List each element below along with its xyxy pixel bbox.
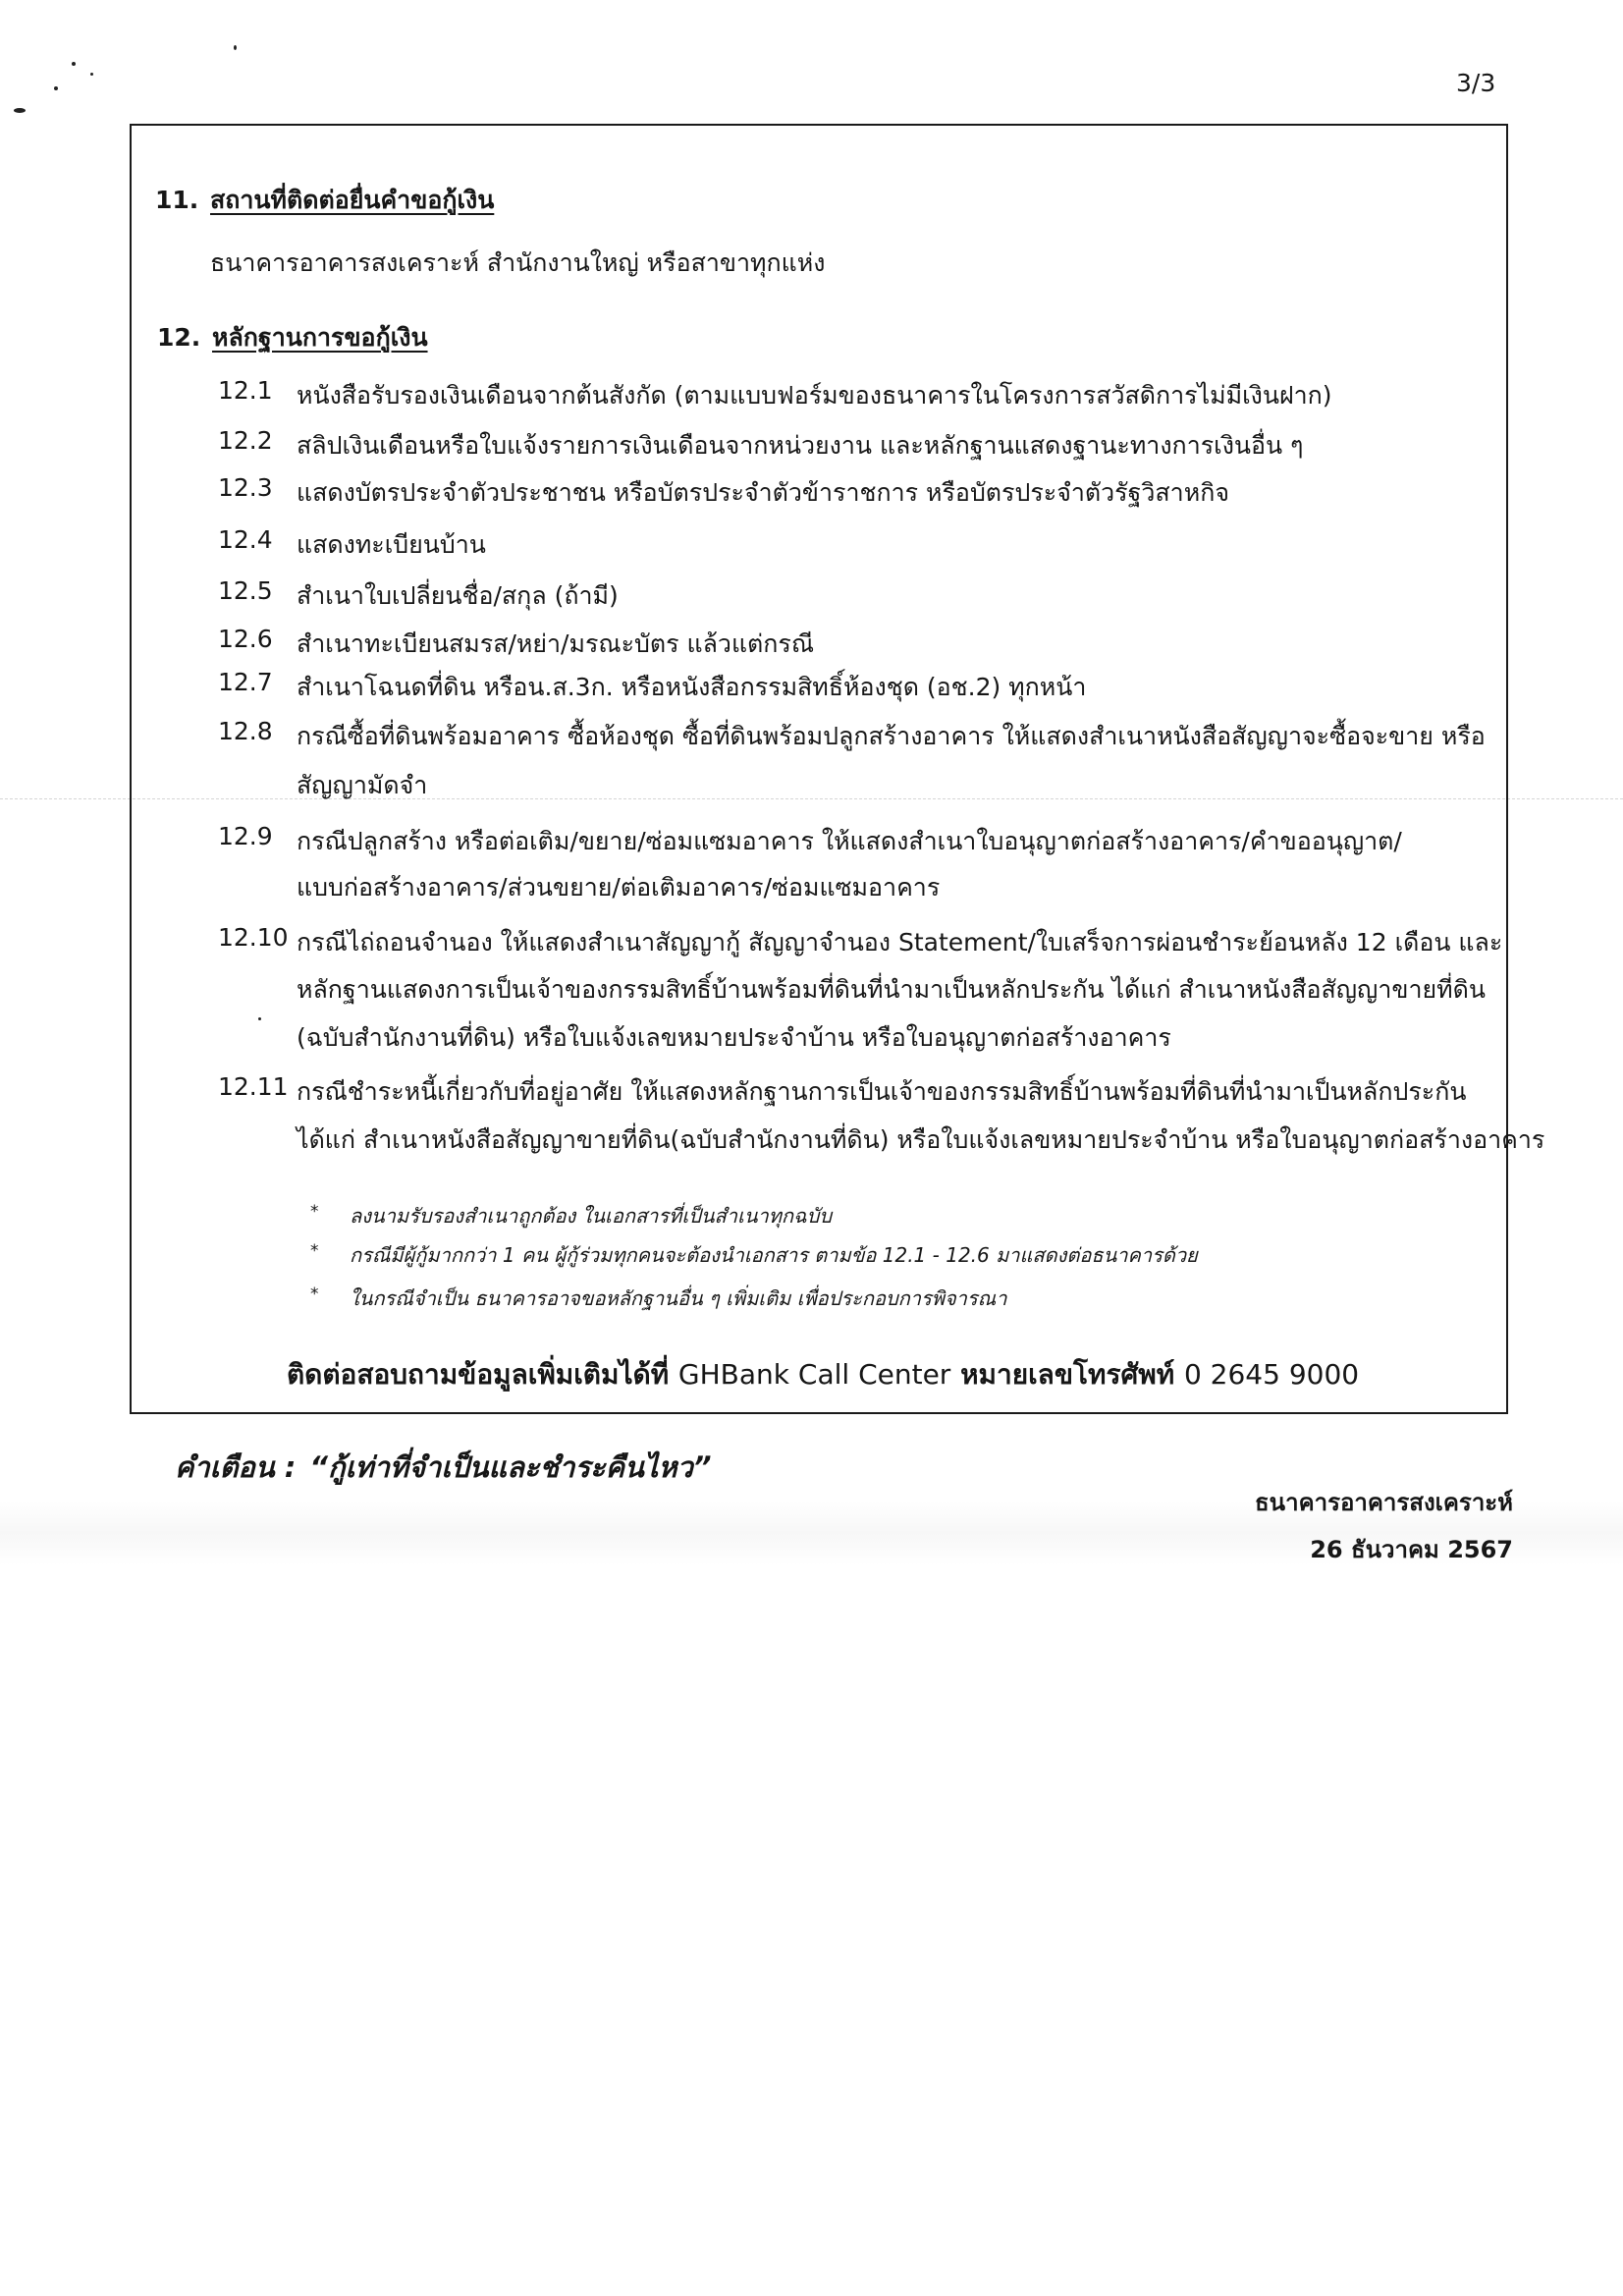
item-text: สำเนาทะเบียนสมรส/หย่า/มรณะบัตร แล้วแต่กรณี xyxy=(297,629,815,658)
item-number: 12.8 xyxy=(218,717,273,745)
contact-line xyxy=(287,1353,1359,1396)
scan-speck xyxy=(90,73,93,76)
item-text-continued: หลักฐานแสดงการเป็นเจ้าของกรรมสิทธิ์บ้านพร้อมที่ดินที่นำมาเป็นหลักประกัน ได้แก่ สำเนาหนังสือสัญญาขายที่ดิน xyxy=(297,975,1486,1004)
call-center-name: GHBank Call Center xyxy=(677,1358,951,1391)
phone-label: หมายเลขโทรศัพท์ xyxy=(960,1358,1175,1391)
item-number: 12.1 xyxy=(218,376,273,405)
issuer-block xyxy=(1255,1483,1513,1577)
warning-text: “กู้เท่าที่จำเป็นและชำระคืนไหว” xyxy=(309,1450,712,1484)
page-number: 3/3 xyxy=(1456,69,1496,97)
item-number: 12.3 xyxy=(218,473,273,502)
item-number: 12.2 xyxy=(218,426,273,455)
item-number: 12.9 xyxy=(218,822,273,850)
item-text-continued: (ฉบับสำนักงานที่ดิน) หรือใบแจ้งเลขหมายประจำบ้าน หรือใบอนุญาตก่อสร้างอาคาร xyxy=(297,1023,1171,1052)
scan-speck xyxy=(54,86,58,90)
warning-line xyxy=(175,1445,712,1490)
item-text: สลิปเงินเดือนหรือใบแจ้งรายการเงินเดือนจากหน่วยงาน และหลักฐานแสดงฐานะทางการเงินอื่น ๆ xyxy=(297,431,1304,460)
note-text: ในกรณีจำเป็น ธนาคารอาจขอหลักฐานอื่น ๆ เพิ่มเติม เพื่อประกอบการพิจารณา xyxy=(350,1286,1007,1310)
issuer-name: ธนาคารอาคารสงเคราะห์ xyxy=(1255,1489,1513,1516)
asterisk-icon: * xyxy=(310,1241,319,1261)
asterisk-icon: * xyxy=(310,1202,319,1222)
scan-speck xyxy=(234,45,237,50)
asterisk-icon: * xyxy=(310,1285,319,1304)
item-text: กรณีชำระหนี้เกี่ยวกับที่อยู่อาศัย ให้แสดงหลักฐานการเป็นเจ้าของกรรมสิทธิ์บ้านพร้อมที่ดินที่นำมาเป็นหลักประกัน xyxy=(297,1077,1467,1106)
section-11-heading xyxy=(155,181,494,220)
item-number: 12.7 xyxy=(218,668,273,696)
section-title: หลักฐานการขอกู้เงิน xyxy=(212,323,428,352)
item-number: 12.5 xyxy=(218,576,273,605)
item-text: แสดงบัตรประจำตัวประชาชน หรือบัตรประจำตัวข้าราชการ หรือบัตรประจำตัวรัฐวิสาหกิจ xyxy=(297,478,1229,507)
item-number: 12.11 xyxy=(218,1072,289,1101)
item-number: 12.4 xyxy=(218,525,273,554)
note-text: ลงนามรับรองสำเนาถูกต้อง ในเอกสารที่เป็นสำเนาทุกฉบับ xyxy=(350,1204,833,1228)
section-number: 12. xyxy=(157,323,201,352)
item-text: แสดงทะเบียนบ้าน xyxy=(297,530,486,559)
item-text-continued: สัญญามัดจำ xyxy=(297,771,428,799)
contact-prefix: ติดต่อสอบถามข้อมูลเพิ่มเติมได้ที่ xyxy=(287,1358,670,1391)
section-12-heading xyxy=(157,318,428,357)
section-title: สถานที่ติดต่อยื่นคำขอกู้เงิน xyxy=(210,186,495,214)
scan-speck xyxy=(72,62,76,66)
item-text: สำเนาโฉนดที่ดิน หรือน.ส.3ก. หรือหนังสือกรรมสิทธิ์ห้องชุด (อช.2) ทุกหน้า xyxy=(297,673,1087,701)
item-text: กรณีซื้อที่ดินพร้อมอาคาร ซื้อห้องชุด ซื้อที่ดินพร้อมปลูกสร้างอาคาร ให้แสดงสำเนาหนังสือสัญญาจะซื้อจะขาย หรือ xyxy=(297,722,1486,750)
item-text: สำเนาใบเปลี่ยนชื่อ/สกุล (ถ้ามี) xyxy=(297,581,619,610)
note-text: กรณีมีผู้กู้มากกว่า 1 คน ผู้กู้ร่วมทุกคนจะต้องนำเอกสาร ตามข้อ 12.1 - 12.6 มาแสดงต่อธนาคารด้วย xyxy=(350,1243,1198,1267)
phone-number: 0 2645 9000 xyxy=(1183,1358,1360,1391)
item-text: กรณีไถ่ถอนจำนอง ให้แสดงสำเนาสัญญากู้ สัญญาจำนอง Statement/ใบเสร็จการผ่อนชำระย้อนหลัง 12 เดือน และ xyxy=(297,928,1503,957)
item-number: 12.6 xyxy=(218,625,273,653)
scan-speck xyxy=(14,108,26,113)
item-text: หนังสือรับรองเงินเดือนจากต้นสังกัด (ตามแบบฟอร์มของธนาคารในโครงการสวัสดิการไม่มีเงินฝาก) xyxy=(297,381,1332,410)
issue-date: 26 ธันวาคม 2567 xyxy=(1310,1536,1513,1563)
item-text: กรณีปลูกสร้าง หรือต่อเติม/ขยาย/ซ่อมแซมอาคาร ให้แสดงสำเนาใบอนุญาตก่อสร้างอาคาร/คำขออนุญาต/ xyxy=(297,827,1402,855)
section-11-body: ธนาคารอาคารสงเคราะห์ สำนักงานใหญ่ หรือสาขาทุกแห่ง xyxy=(210,248,826,277)
section-number: 11. xyxy=(155,186,199,214)
warning-label: คำเตือน : xyxy=(175,1450,297,1484)
item-number: 12.10 xyxy=(218,923,289,952)
item-text-continued: ได้แก่ สำเนาหนังสือสัญญาขายที่ดิน(ฉบับสำนักงานที่ดิน) หรือใบแจ้งเลขหมายประจำบ้าน หรือใบอนุญาตก่อสร้างอาคาร xyxy=(297,1125,1545,1154)
item-text-continued: แบบก่อสร้างอาคาร/ส่วนขยาย/ต่อเติมอาคาร/ซ่อมแซมอาคาร xyxy=(297,873,941,902)
